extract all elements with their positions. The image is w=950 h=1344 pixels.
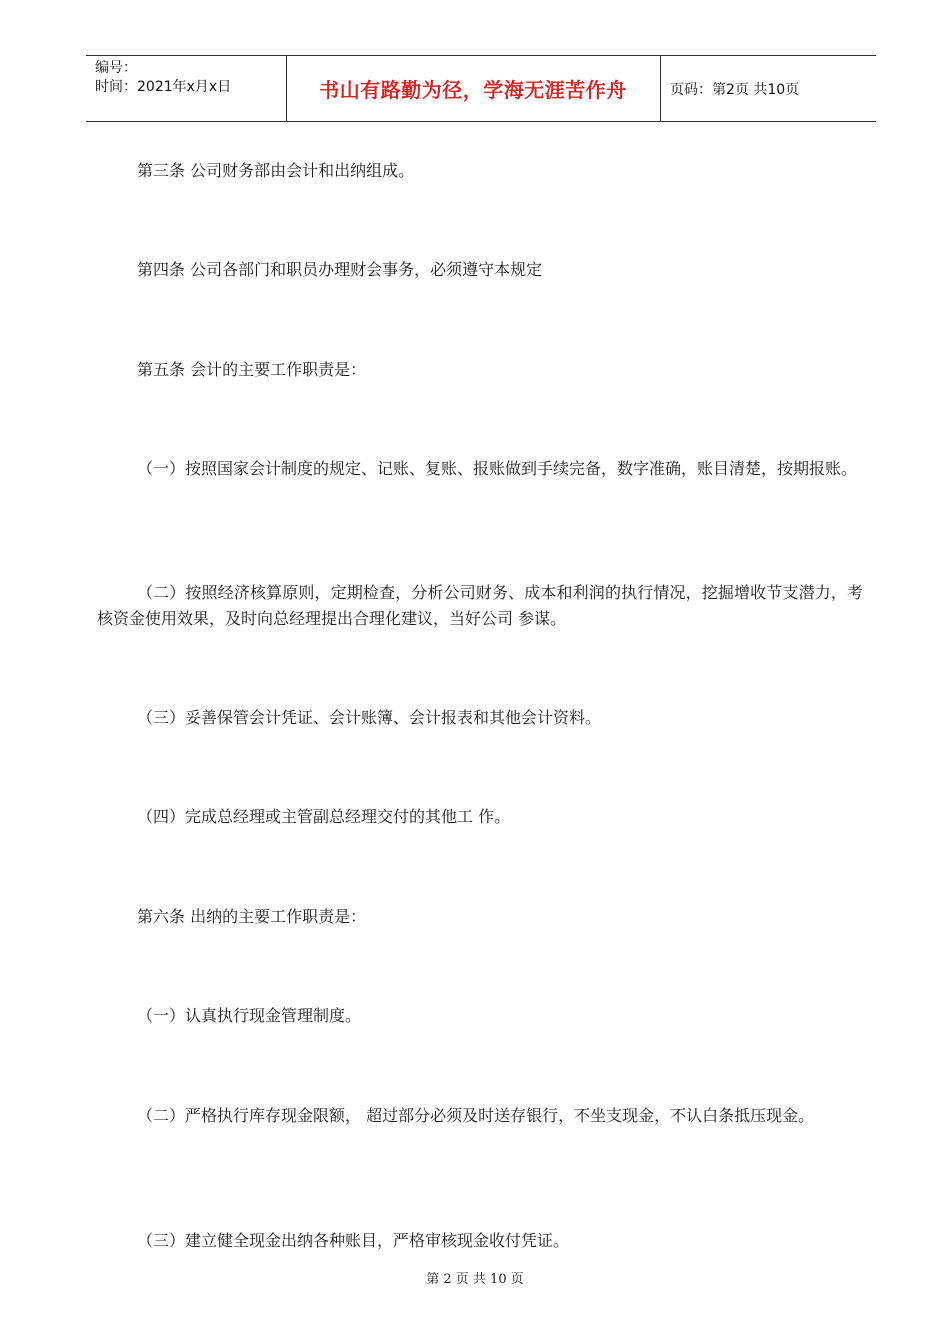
document-number-label: 编号： xyxy=(95,60,137,76)
article-6-item-2: （二）严格执行库存现金限额， 超过部分必须及时送存银行，不坐支现金，不认白条抵压现金。 xyxy=(137,1106,815,1125)
article-5-item-3: （三）妥善保管会计凭证、会计账簿、会计报表和其他会计资料。 xyxy=(137,708,602,727)
article-3: 第三条 公司财务部由会计和出纳组成。 xyxy=(137,161,415,180)
article-5-item-4: （四）完成总经理或主管副总经理交付的其他工 作。 xyxy=(137,807,511,826)
header-page-code: 页码：第2页 共10页 xyxy=(670,81,800,98)
article-4: 第四条 公司各部门和职员办理财会事务，必须遵守本规定 xyxy=(137,260,543,279)
article-6-item-1: （一）认真执行现金管理制度。 xyxy=(137,1006,362,1025)
article-6: 第六条 出纳的主要工作职责是： xyxy=(137,907,367,926)
header-meta xyxy=(95,59,231,97)
header-motto: 书山有路勤为径，学海无涯苦作舟 xyxy=(319,78,627,102)
article-5-item-1: （一）按照国家会计制度的规定、记账、复账、报账做到手续完备，数字准确，账目清楚，按期报账。 xyxy=(137,459,858,478)
article-5-item-2: （二）按照经济核算原则，定期检查，分析公司财务、成本和利润的执行情况，挖掘增收节支潜力，考核资金使用效果，及时向总经理提出合理化建议，当好公司 参谋。 xyxy=(97,583,863,628)
article-6-item-3: （三）建立健全现金出纳各种账目，严格审核现金收付凭证。 xyxy=(137,1231,570,1250)
header-divider-right xyxy=(660,56,661,121)
article-5: 第五条 会计的主要工作职责是： xyxy=(137,360,367,379)
page-header xyxy=(86,55,876,122)
page-footer: 第 2 页 共 10 页 xyxy=(426,1272,524,1287)
document-time-label: 时间：2021年x月x日 xyxy=(95,79,232,95)
